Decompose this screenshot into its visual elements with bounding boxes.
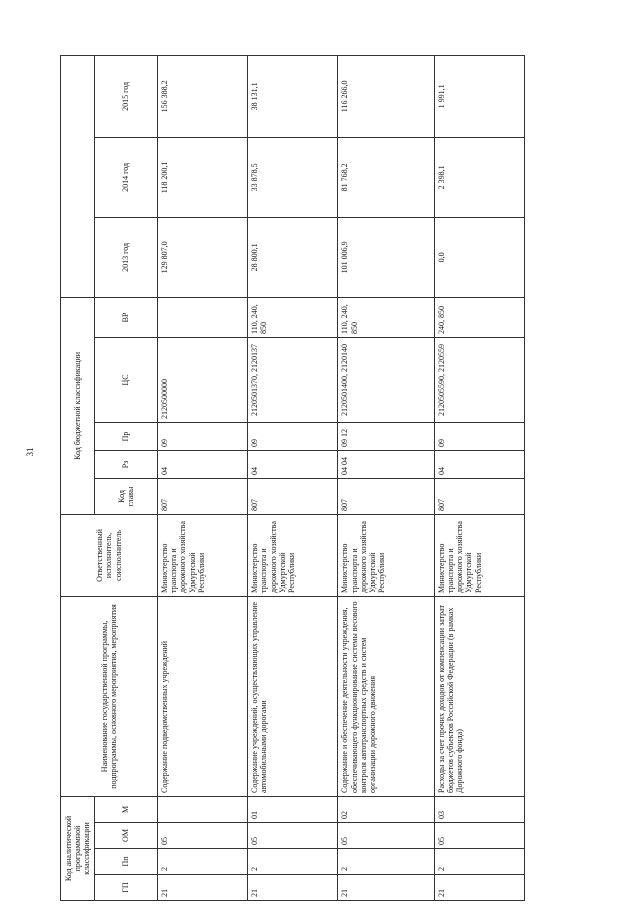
cell-2014: 33 878,5 — [248, 137, 338, 217]
cell-cs: 2120500000 — [158, 337, 248, 422]
executor-header: Ответственный исполнитель, соисполнитель — [61, 514, 158, 596]
cell-gp: 21 — [248, 875, 338, 901]
vr-header: ВР — [95, 297, 158, 337]
cell-2015: 38 131,1 — [248, 55, 338, 137]
cell-m: 03 — [434, 796, 524, 822]
cell-2015: 116 266,0 — [338, 55, 434, 137]
cell-pp: 2 — [248, 849, 338, 875]
years-header — [61, 55, 95, 297]
cell-glava: 807 — [158, 478, 248, 514]
budget-code-header: Код бюджетной классификации — [61, 297, 95, 514]
cell-name: Содержание и обеспечение деятельности учреждения, обеспечивающего функционирование системы весового контроля автотранспортных средств и систем организации дорожного движения — [338, 596, 434, 796]
year-2015-header: 2015 год — [95, 55, 158, 137]
rotated-table-wrapper — [60, 56, 525, 901]
year-2013-header: 2013 год — [95, 217, 158, 297]
cell-executor: Министерство транспорта и дорожного хозяйства Удмуртской Республики — [248, 514, 338, 596]
glava-header: Код главы — [95, 478, 158, 514]
budget-table — [60, 55, 525, 901]
cell-pr: 09 12 — [338, 422, 434, 450]
cell-executor: Министерство транспорта и дорожного хозяйства Удмуртской Республики — [434, 514, 524, 596]
cell-2014: 118 200,1 — [158, 137, 248, 217]
cell-m — [158, 796, 248, 822]
cell-pr: 09 — [248, 422, 338, 450]
cell-gp: 21 — [158, 875, 248, 901]
gp-header: ГП — [95, 875, 158, 901]
cell-pp: 2 — [158, 849, 248, 875]
cell-2013: 28 800,1 — [248, 217, 338, 297]
table-row — [248, 55, 338, 900]
cell-om: 05 — [338, 823, 434, 849]
cell-cs: 2120505590, 2120559 — [434, 337, 524, 422]
cell-name: Содержание учреждений, осуществляющих управление автомобильными дорогами — [248, 596, 338, 796]
cell-rz: 04 — [434, 450, 524, 478]
cell-2014: 81 768,2 — [338, 137, 434, 217]
cell-vr: 110, 240, 850 — [248, 297, 338, 337]
cell-executor: Министерство транспорта и дорожного хозяйства Удмуртской Республики — [338, 514, 434, 596]
cell-2013: 129 807,0 — [158, 217, 248, 297]
cell-m: 01 — [248, 796, 338, 822]
cell-2013: 0,0 — [434, 217, 524, 297]
cell-glava: 807 — [434, 478, 524, 514]
cell-pr: 09 — [434, 422, 524, 450]
pr-header: Пр — [95, 422, 158, 450]
page-number: 31 — [25, 447, 35, 457]
cell-rz: 04 — [248, 450, 338, 478]
cell-rz: 04 04 — [338, 450, 434, 478]
cell-om: 05 — [248, 823, 338, 849]
cell-glava: 807 — [338, 478, 434, 514]
om-header: ОМ — [95, 823, 158, 849]
cell-cs: 2120501370, 2120137 — [248, 337, 338, 422]
cell-name: Содержание подведомственных учреждений — [158, 596, 248, 796]
cell-vr — [158, 297, 248, 337]
cell-executor: Министерство транспорта и дорожного хозяйства Удмуртской Республики — [158, 514, 248, 596]
cell-vr: 110, 240, 850 — [338, 297, 434, 337]
cell-cs: 2120501400, 2120140 — [338, 337, 434, 422]
cs-header: ЦС — [95, 337, 158, 422]
header-row-1 — [61, 55, 95, 900]
cell-glava: 807 — [248, 478, 338, 514]
cell-vr: 240, 850 — [434, 297, 524, 337]
cell-m: 02 — [338, 796, 434, 822]
table-row — [158, 55, 248, 900]
cell-name: Расходы за счет прочих доходов от компенсации затрат бюджетов субъектов Российской Федерации (в рамках Дорожного фонда) — [434, 596, 524, 796]
table-row — [434, 55, 524, 900]
cell-pp: 2 — [434, 849, 524, 875]
m-header: М — [95, 796, 158, 822]
cell-om: 05 — [158, 823, 248, 849]
pp-header: Пп — [95, 849, 158, 875]
cell-gp: 21 — [338, 875, 434, 901]
name-header: Наименование государственной программы, подпрограммы, основного мероприятия, мероприятия — [61, 596, 158, 796]
year-2014-header: 2014 год — [95, 137, 158, 217]
cell-gp: 21 — [434, 875, 524, 901]
cell-2015: 156 388,2 — [158, 55, 248, 137]
cell-2015: 1 991,1 — [434, 55, 524, 137]
cell-2013: 101 006,9 — [338, 217, 434, 297]
cell-pp: 2 — [338, 849, 434, 875]
rz-header: Рз — [95, 450, 158, 478]
program-code-header: Код аналитической программной классификации — [61, 796, 95, 900]
table-row — [338, 55, 434, 900]
cell-pr: 09 — [158, 422, 248, 450]
cell-rz: 04 — [158, 450, 248, 478]
cell-2014: 2 398,1 — [434, 137, 524, 217]
cell-om: 05 — [434, 823, 524, 849]
